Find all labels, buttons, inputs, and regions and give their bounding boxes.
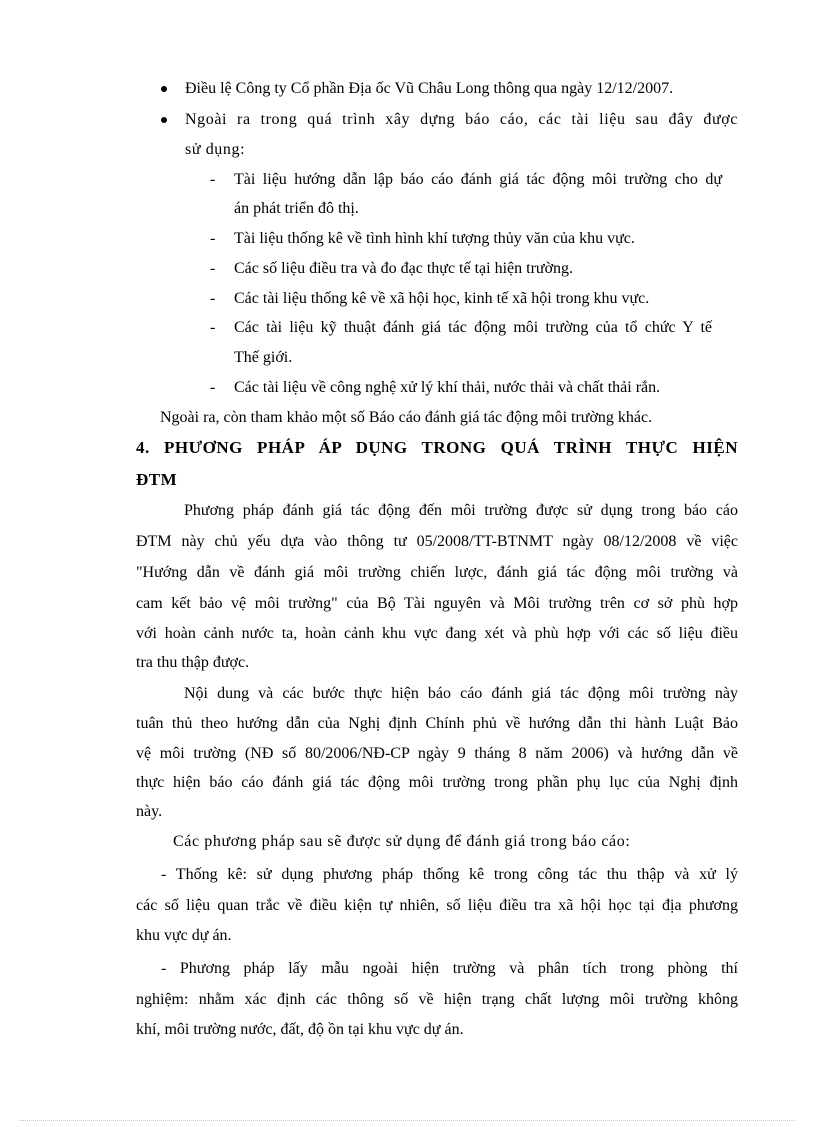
page-bottom-rule <box>20 1120 796 1121</box>
dash-item: Tài liệu hướng dẫn lập báo cáo đánh giá tác động môi trường cho dự <box>234 171 722 188</box>
dash-item: Các tài liệu về công nghệ xử lý khí thải, nước thải và chất thải rắn. <box>234 379 661 396</box>
paragraph-line: "Hướng dẫn về đánh giá môi trường chiến lược, đánh giá tác động môi trường và <box>136 564 738 581</box>
method-sampling: - Phương pháp lấy mẫu ngoài hiện trường và phân tích trong phòng thí <box>161 960 738 977</box>
method-statistics: - Thống kê: sử dụng phương pháp thống kê trong công tác thu thập và xử lý <box>161 866 738 883</box>
dash-marker: - <box>210 319 216 336</box>
paragraph-line: tra thu thập được. <box>136 654 250 671</box>
dash-item: Các tài liệu thống kê về xã hội học, kinh tế xã hội trong khu vực. <box>234 290 650 307</box>
dash-marker: - <box>210 171 216 188</box>
dash-item: Các tài liệu kỹ thuật đánh giá tác động môi trường của tổ chức Y tế <box>234 319 712 336</box>
closing-note: Ngoài ra, còn tham khảo một số Báo cáo đánh giá tác động môi trường khác. <box>160 409 653 426</box>
bullet-dot <box>161 86 167 92</box>
section-heading-continuation: ĐTM <box>136 470 178 489</box>
bullet-dot <box>161 117 167 123</box>
dash-marker: - <box>210 379 216 396</box>
method-sampling-continuation: khí, môi trường nước, đất, độ ồn tại khu vực dự án. <box>136 1021 464 1038</box>
paragraph-line: Nội dung và các bước thực hiện báo cáo đánh giá tác động môi trường này <box>184 685 738 702</box>
section-heading: 4. PHƯƠNG PHÁP ÁP DỤNG TRONG QUÁ TRÌNH THỰC HIỆN <box>136 438 738 457</box>
methods-intro: Các phương pháp sau sẽ được sử dụng để đánh giá trong báo cáo: <box>173 833 631 850</box>
method-statistics-continuation: các số liệu quan trắc về điều kiện tự nhiên, số liệu điều tra xã hội học tại địa phương <box>136 897 738 914</box>
dash-item-continuation: án phát triển đô thị. <box>234 200 359 217</box>
bullet-item: Ngoài ra trong quá trình xây dựng báo cáo, các tài liệu sau đây được <box>185 111 738 128</box>
bullet-item: Điều lệ Công ty Cổ phần Địa ốc Vũ Châu Long thông qua ngày 12/12/2007. <box>185 80 674 97</box>
dash-marker: - <box>210 230 216 247</box>
dash-item-continuation: Thế giới. <box>234 349 293 366</box>
paragraph-line: ĐTM này chủ yếu dựa vào thông tư 05/2008/TT-BTNMT ngày 08/12/2008 về việc <box>136 533 738 550</box>
method-statistics-continuation: khu vực dự án. <box>136 927 232 944</box>
paragraph-line: cam kết bảo vệ môi trường" của Bộ Tài nguyên và Môi trường trên cơ sở phù hợp <box>136 595 738 612</box>
dash-item: Tài liệu thống kê về tình hình khí tượng thủy văn của khu vực. <box>234 230 635 247</box>
bullet-item-continuation: sử dụng: <box>185 141 246 158</box>
dash-item: Các số liệu điều tra và đo đạc thực tế tại hiện trường. <box>234 260 574 277</box>
paragraph-line: tuân thủ theo hướng dẫn của Nghị định Chính phủ về hướng dẫn thi hành Luật Bảo <box>136 715 738 732</box>
paragraph-line: với hoàn cảnh nước ta, hoàn cảnh khu vực đang xét và phù hợp với các số liệu điều <box>136 625 738 642</box>
paragraph-line: này. <box>136 803 163 820</box>
paragraph-line: thực hiện báo cáo đánh giá tác động môi trường trong phần phụ lục của Nghị định <box>136 774 738 791</box>
paragraph-line: vệ môi trường (NĐ số 80/2006/NĐ-CP ngày 9 tháng 8 năm 2006) và hướng dẫn về <box>136 745 738 762</box>
method-sampling-continuation: nghiệm: nhằm xác định các thông số về hiện trạng chất lượng môi trường không <box>136 991 738 1008</box>
dash-marker: - <box>210 290 216 307</box>
paragraph-line: Phương pháp đánh giá tác động đến môi trường được sử dụng trong báo cáo <box>184 502 738 519</box>
dash-marker: - <box>210 260 216 277</box>
